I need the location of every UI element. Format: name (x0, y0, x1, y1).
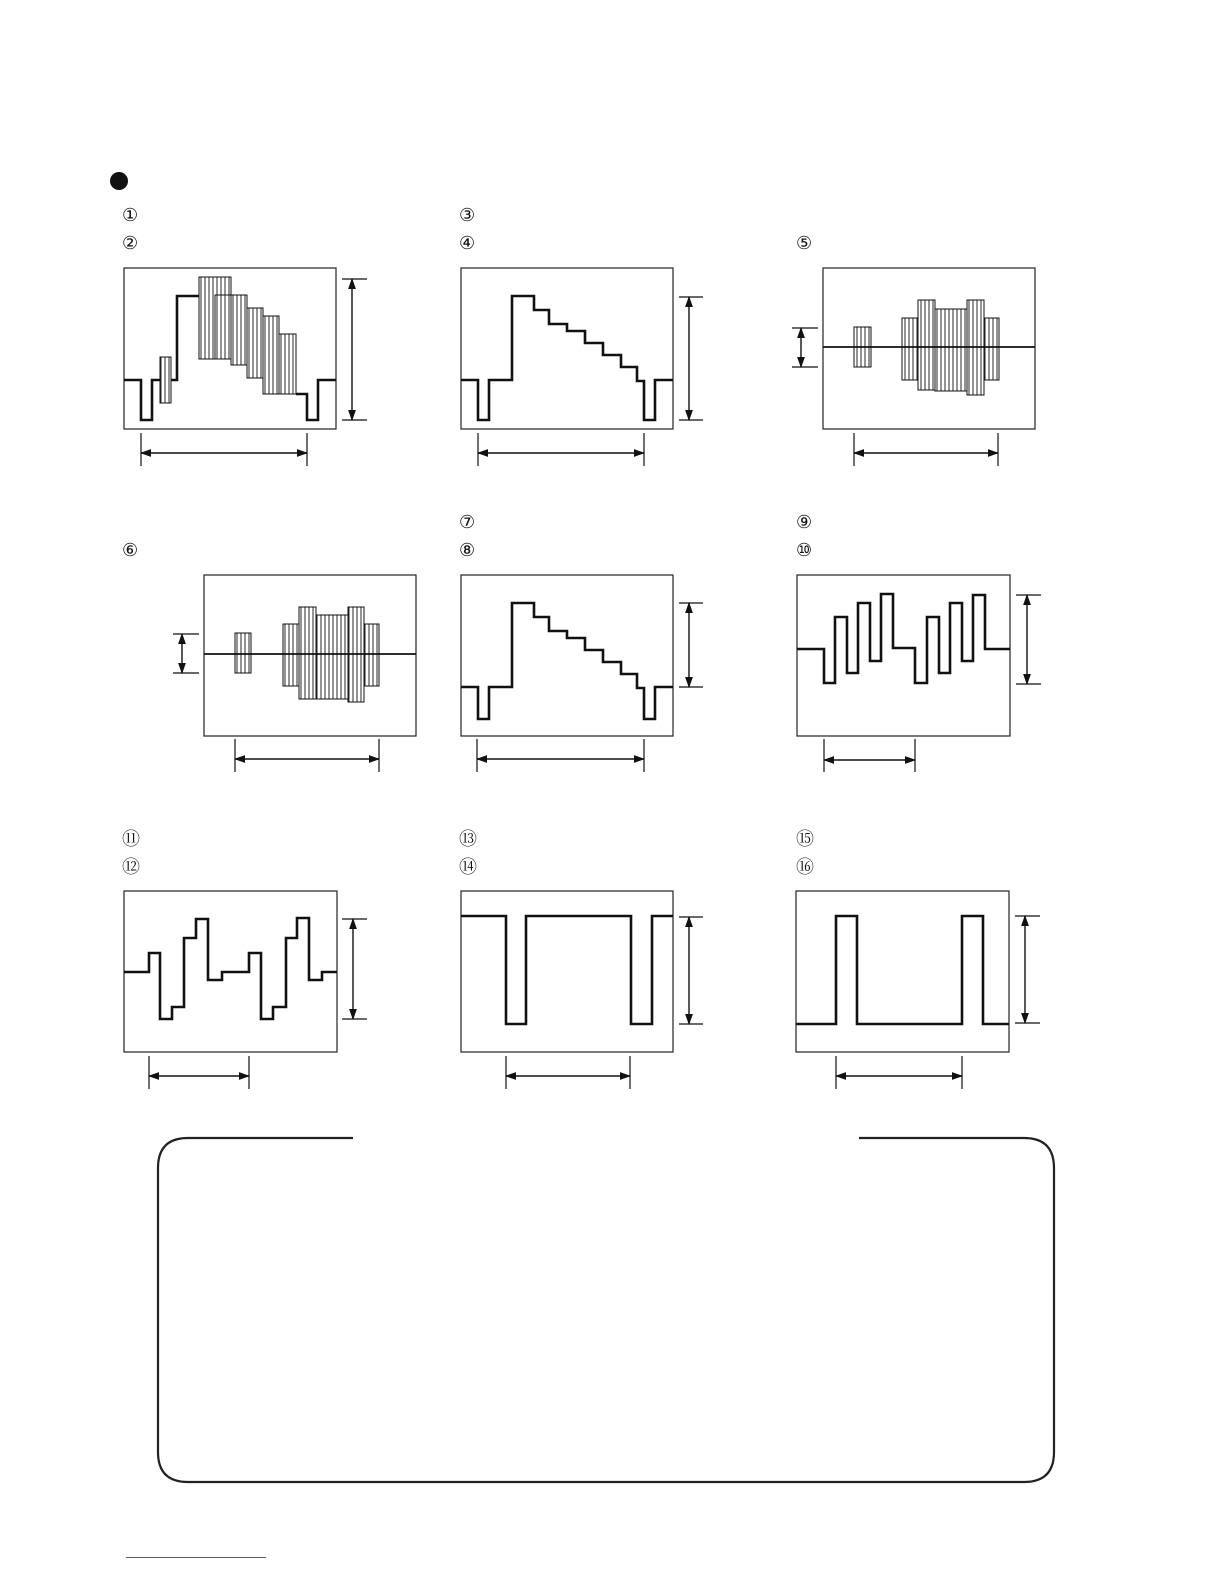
note-box (158, 1138, 1054, 1482)
waveform-label-11: ⑪ (122, 829, 140, 850)
scope-waveform-15-16 (796, 891, 1040, 1089)
chroma-block (935, 309, 967, 391)
scope-waveform-6 (173, 575, 416, 772)
chroma-step (263, 316, 279, 394)
waveform-label-4: ④ (459, 233, 476, 254)
waveform-label-6: ⑥ (122, 540, 139, 561)
waveform-label-9: ⑨ (796, 512, 813, 533)
chroma-block (918, 300, 935, 390)
waveform-label-15: ⑮ (796, 829, 814, 850)
chroma-step (215, 295, 231, 359)
footer-link-underline (126, 1557, 266, 1558)
scope-waveform-11-12 (124, 891, 367, 1089)
waveform-label-10: ⑩ (796, 540, 813, 561)
scope-frame (461, 268, 673, 429)
waveform-label-3: ③ (459, 205, 476, 226)
waveform-label-8: ⑧ (459, 540, 476, 561)
chroma-step (231, 295, 247, 365)
scope-waveform-13-14 (461, 891, 703, 1089)
scope-waveform-1-2 (124, 268, 367, 466)
waveform-label-16: ⑯ (796, 857, 814, 878)
chroma-block (299, 607, 316, 699)
waveform-label-12: ⑫ (122, 857, 140, 878)
scope-waveform-9-10 (797, 575, 1041, 772)
scope-waveform-7-8 (461, 575, 703, 772)
chroma-step (247, 308, 263, 378)
waveform-label-5: ⑤ (796, 233, 813, 254)
scope-frame (461, 575, 673, 736)
scope-waveform-5 (792, 268, 1035, 466)
waveform-label-1: ① (122, 205, 139, 226)
chroma-block (316, 615, 348, 699)
chroma-burst (160, 357, 171, 403)
waveform-label-14: ⑭ (459, 857, 477, 878)
chroma-step (279, 334, 296, 394)
waveform-label-13: ⑬ (459, 829, 477, 850)
scope-frame (797, 575, 1010, 736)
chroma-burst (235, 633, 251, 673)
waveform-label-2: ② (122, 233, 139, 254)
waveform-label-7: ⑦ (459, 512, 476, 533)
scope-waveform-3-4 (461, 268, 703, 466)
